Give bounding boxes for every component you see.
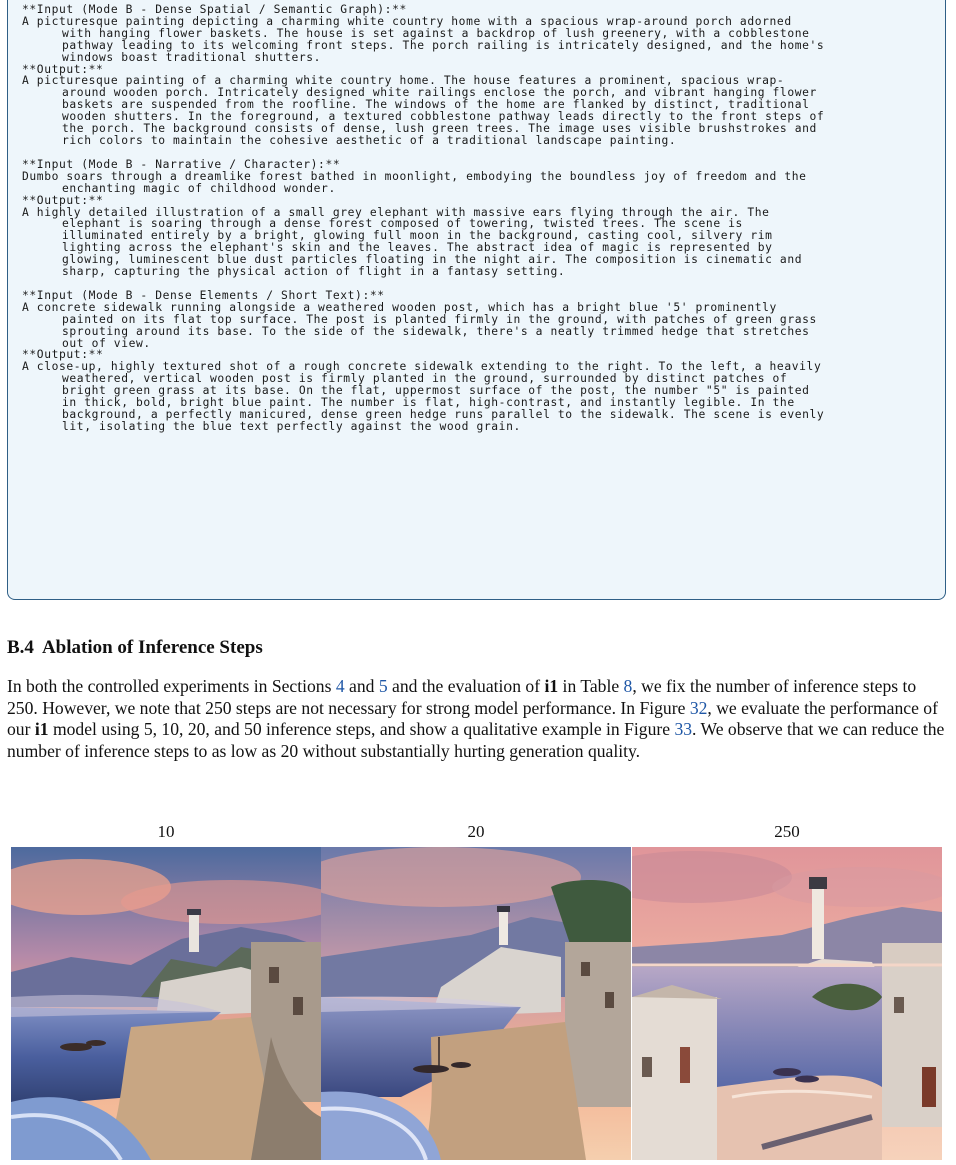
code-line: glowing, luminescent blue dust particles floating in the night air. The composition is cinematic and [62, 253, 803, 267]
code-line: rich colors to maintain the cohesive aesthetic of a traditional landscape painting. [62, 133, 677, 147]
code-line-output-1: **Output:** [22, 62, 104, 76]
prompt-code-block [22, 4, 945, 433]
code-line: baskets are suspended from the roofline. The windows of the home are flanked by distinct, traditional [62, 98, 810, 112]
code-line: windows boast traditional shutters. [62, 50, 322, 64]
section-number: B.4 [7, 637, 34, 658]
column-label-20: 20 [467, 822, 485, 841]
code-line: the porch. The background consists of dense, lush green trees. The image uses visible brushstrokes and [62, 122, 817, 136]
paragraph-text: , we fix the number of inference steps to 250. However, we note that 250 steps are not necessary for strong model performance. In Figure [7, 676, 917, 718]
paragraph-text: and the evaluation of [387, 676, 545, 696]
code-line: out of view. [62, 336, 151, 350]
paragraph-text: , we evaluate the performance of our [7, 697, 938, 740]
painting-10-steps [11, 847, 321, 1160]
section-5-link[interactable]: 5 [378, 676, 388, 696]
code-line: sprouting around its base. To the side of the sidewalk, there's a neatly trimmed hedge that stretches [62, 324, 810, 338]
code-line: A highly detailed illustration of a small grey elephant with massive ears flying through the air. The [22, 205, 770, 219]
code-line: lighting across the elephant's skin and the leaves. The abstract idea of magic is represented by [62, 241, 773, 255]
section-heading [7, 637, 263, 659]
code-line: pathway leading to its welcoming front steps. The porch railing is intricately designed, and the home's [62, 38, 825, 52]
section-4-link[interactable]: 4 [335, 676, 345, 696]
painting-20-steps [321, 847, 631, 1160]
column-label-10: 10 [157, 822, 175, 841]
code-line-output-2: **Output:** [22, 193, 104, 207]
code-line: illuminated entirely by a bright, glowing full moon in the background, casting cool, silvery rim [62, 229, 773, 243]
model-name: i1 [544, 676, 559, 696]
code-line: painted on its flat top surface. The post is planted firmly in the ground, with patches of green grass [62, 312, 817, 326]
painting-250-steps [632, 847, 942, 1160]
body-paragraph [7, 676, 949, 762]
section-title: Ablation of Inference Steps [41, 637, 263, 658]
code-line: lit, isolating the blue text perfectly against the wood grain. [62, 419, 521, 433]
paragraph-text: and [344, 676, 379, 696]
code-line: wooden shutters. In the foreground, a textured cobblestone pathway leads directly to the front steps of [62, 110, 825, 124]
code-line: bright green grass at its base. On the flat, uppermost surface of the post, the number "5" is painted [62, 384, 810, 398]
model-name: i1 [34, 719, 49, 740]
code-line: with hanging flower baskets. The house is set against a backdrop of lush greenery, with a cobblestone [62, 26, 810, 40]
paragraph-text: . We observe that we can reduce the number of inference steps to as low as 20 without substantially hurting generation quality. [7, 719, 945, 761]
code-line: elephant is soaring through a dense forest composed of towering, twisted trees. The scene is [62, 217, 743, 231]
paragraph-text: In both the controlled experiments in Sections [7, 676, 336, 696]
figure-33-link[interactable]: 33 [674, 719, 693, 740]
code-line: A concrete sidewalk running alongside a weathered wooden post, which has a bright blue '5' prominently [22, 300, 777, 314]
code-line-input-2: **Input (Mode B - Narrative / Character):** [22, 157, 341, 171]
prompt-example-box [7, 0, 946, 600]
table-8-link[interactable]: 8 [623, 676, 633, 696]
figure-32-link[interactable]: 32 [689, 697, 708, 718]
code-line-output-3: **Output:** [22, 348, 104, 362]
column-label-250: 250 [774, 822, 800, 841]
code-line: in thick, bold, bright blue paint. The number is flat, high-contrast, and instantly legible. In the [62, 396, 795, 410]
code-line: A picturesque painting of a charming white country home. The house features a prominent, spacious wrap- [22, 74, 785, 88]
code-line: weathered, vertical wooden post is firmly planted in the ground, surrounded by distinct patches of [62, 372, 788, 386]
code-line: Dumbo soars through a dreamlike forest bathed in moonlight, embodying the boundless joy of freedom and the [22, 169, 807, 183]
paragraph-text: model using 5, 10, 20, and 50 inference steps, and show a qualitative example in Figure [48, 719, 675, 740]
code-line: A close-up, highly textured shot of a rough concrete sidewalk extending to the right. To the left, a heavily [22, 360, 822, 374]
paragraph-text: in Table [558, 676, 624, 696]
code-line-input-1: **Input (Mode B - Dense Spatial / Semantic Graph):** [22, 3, 407, 16]
code-line: sharp, capturing the physical action of flight in a fantasy setting. [62, 265, 566, 279]
code-line: background, a perfectly manicured, dense green hedge runs parallel to the sidewalk. The scene is evenly [62, 408, 825, 421]
code-line-input-3: **Input (Mode B - Dense Elements / Short Text):** [22, 288, 385, 302]
code-line: A picturesque painting depicting a charming white country home with a spacious wrap-around porch adorned [22, 14, 792, 28]
code-line: around wooden porch. Intricately designed white railings enclose the porch, and vibrant hanging flower [62, 86, 817, 100]
code-line: enchanting magic of childhood wonder. [62, 181, 336, 195]
